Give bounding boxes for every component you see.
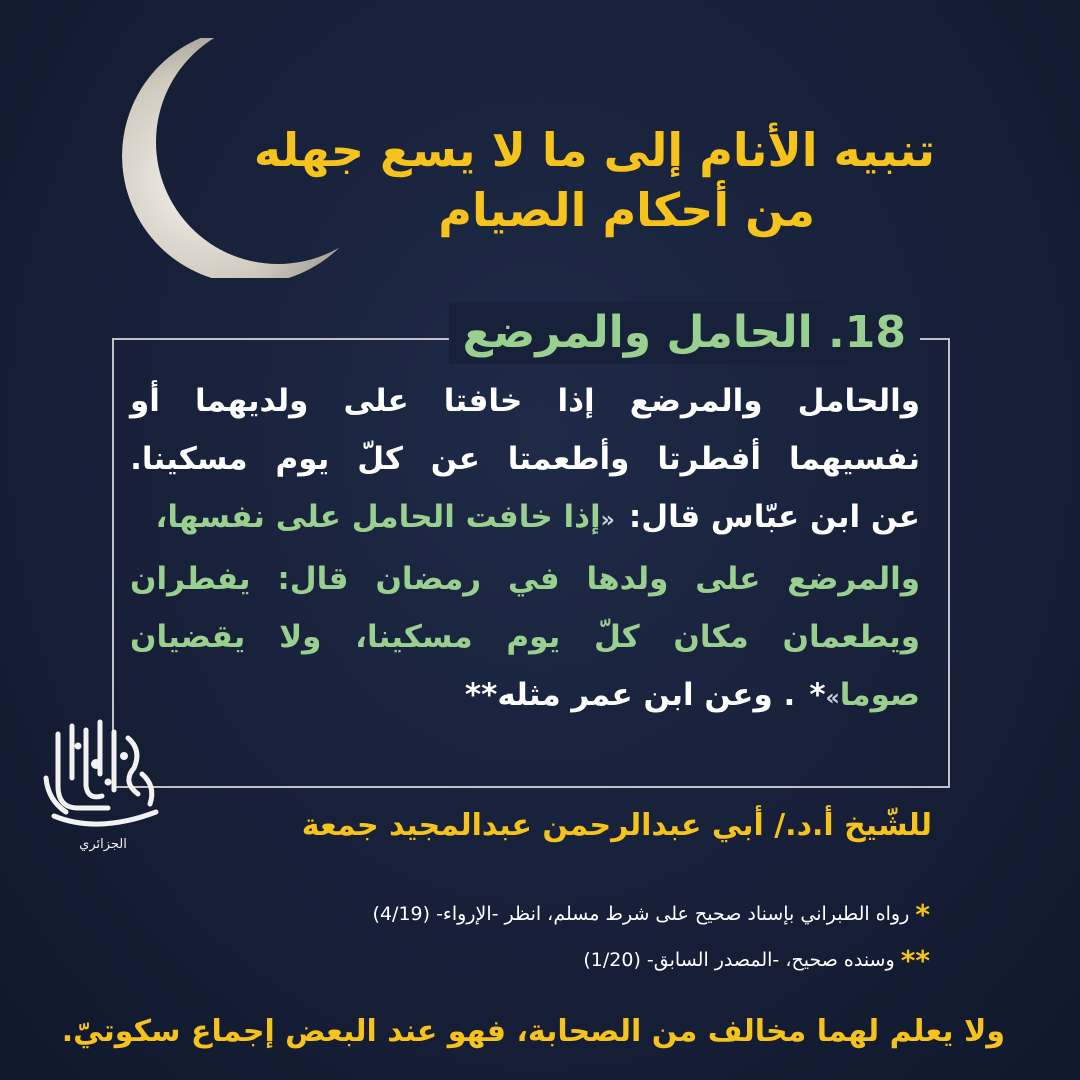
title-line-1: تنبيه الأنام إلى ما لا يسع جهله [253, 123, 935, 177]
hadith-text: إذا خافت الحامل على نفسها، [155, 499, 601, 535]
word: والمرضع [629, 383, 763, 419]
logo-caption: الجزائري [79, 837, 127, 852]
hadith-text-end: صوما [839, 677, 920, 713]
footnote-1-text: رواه الطبراني بإسناد صحيح على شرط مسلم، انظر -الإرواء- (4/19) [372, 903, 910, 925]
narrator-text: عن ابن عبّاس قال: [628, 499, 920, 535]
word: مسكينا، [355, 619, 473, 655]
body-line-4 [130, 550, 920, 608]
word: قال: [277, 561, 349, 597]
word: ولدها [586, 561, 669, 597]
footnote-1-marker: * [915, 898, 930, 931]
footnote-2-text: وسنده صحيح، -المصدر السابق- (1/20) [583, 949, 895, 971]
word: ويطعمان [782, 619, 920, 655]
quote-close: » [825, 686, 840, 711]
section-heading: 18. الحامل والمرضع [449, 302, 920, 364]
word: على [343, 383, 409, 419]
word: مسكينا. [130, 441, 248, 477]
word: يفطران [130, 561, 251, 597]
quote-open: « [600, 508, 615, 533]
word: خافتا [443, 383, 523, 419]
word: كلّ [593, 619, 640, 655]
calligraphy-logo-icon [38, 716, 168, 856]
word: مكان [673, 619, 749, 655]
body-line-1 [130, 372, 920, 430]
quote-segment [809, 666, 920, 728]
footnote-2-marker: ** [900, 944, 930, 977]
word: أو [130, 383, 160, 419]
word: يوم [275, 441, 330, 477]
body-line-2 [130, 430, 920, 488]
word: على [695, 561, 761, 597]
ibn-umar-text: . وعن ابن عمر مثله** [464, 677, 796, 713]
word: رمضان [375, 561, 482, 597]
quote-segment [156, 488, 615, 550]
body-line-5 [130, 608, 920, 666]
word: يقضيان [130, 619, 246, 655]
body-text [130, 372, 920, 728]
word: أفطرتا [657, 441, 762, 477]
word: وأطعمتا [507, 441, 630, 477]
body-line-6 [130, 666, 920, 728]
body-line-3 [130, 488, 920, 550]
footnote-marker: * [809, 677, 826, 713]
word: يوم [506, 619, 561, 655]
author-credit: للشّيخ أ.د./ أبي عبدالرحمن عبدالمجيد جمعة [301, 808, 932, 843]
footnote-1 [373, 898, 930, 931]
word: ولديهما [195, 383, 309, 419]
closing-note: ولا يعلم لهما مخالف من الصحابة، فهو عند البعض إجماع سكوتيّ. [61, 1014, 1005, 1049]
footnote-2 [583, 944, 930, 977]
word: في [507, 561, 560, 597]
word: نفسيهما [788, 441, 920, 477]
page-title [235, 120, 935, 240]
word: كلّ [357, 441, 403, 477]
word: ولا [279, 619, 322, 655]
word: عن [430, 441, 480, 477]
word: والمرضع [787, 561, 920, 597]
title-line-2: من أحكام الصيام [438, 183, 815, 237]
word: والحامل [797, 383, 920, 419]
word: إذا [557, 383, 595, 419]
